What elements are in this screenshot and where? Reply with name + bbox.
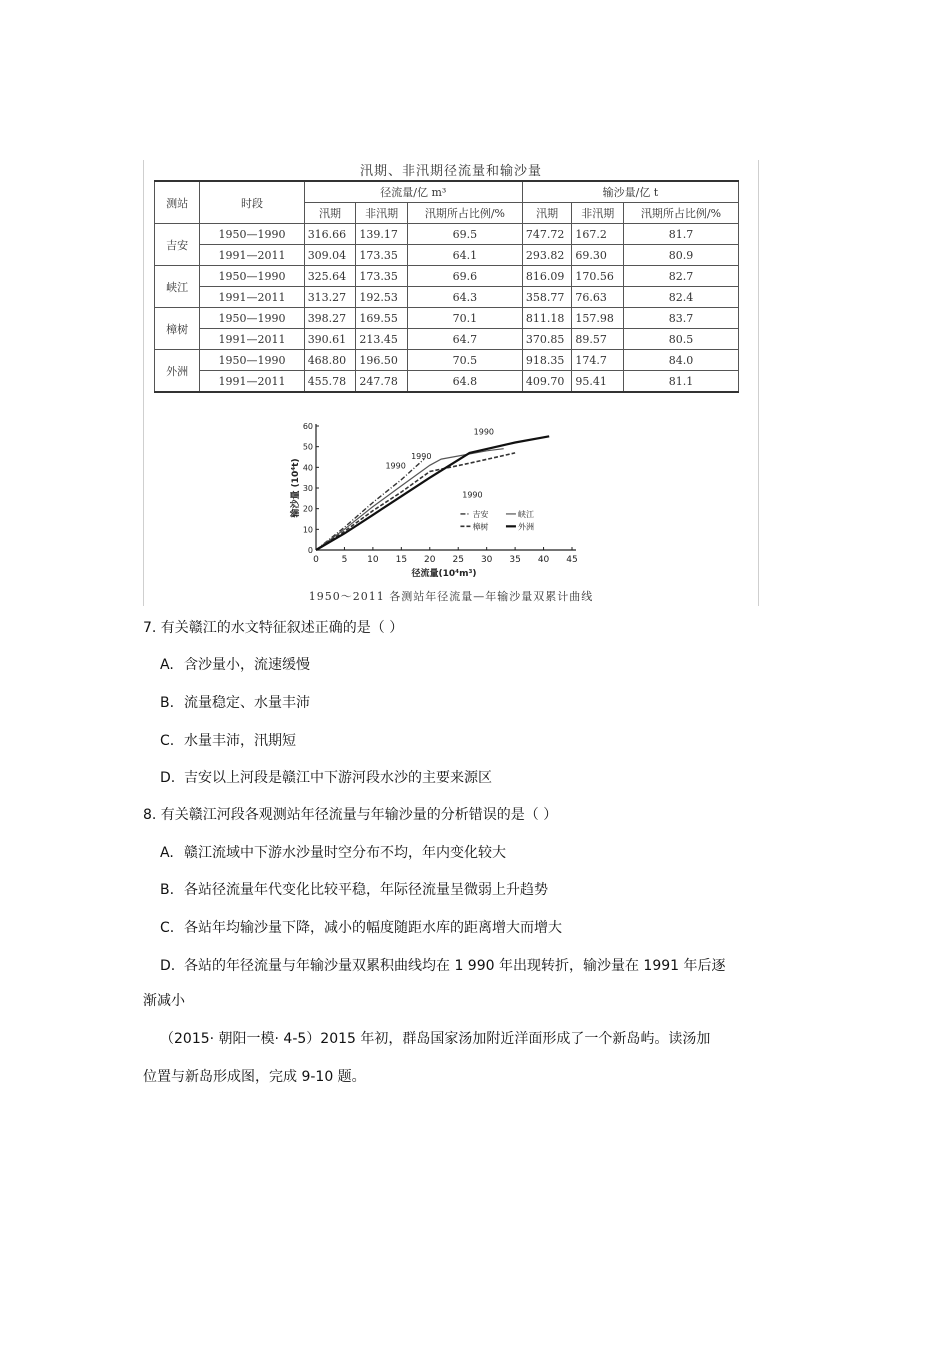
period-cell: 1950—1990	[200, 350, 304, 371]
option-letter: A.	[160, 657, 174, 673]
figure-panel	[143, 160, 759, 606]
y-tick-label: 40	[302, 463, 313, 473]
value-cell: 95.41	[572, 371, 624, 393]
q8-option-b[interactable]	[160, 879, 548, 899]
value-cell: 70.1	[407, 308, 522, 329]
value-cell: 174.7	[572, 350, 624, 371]
value-cell: 747.72	[522, 224, 572, 245]
x-tick-label: 5	[341, 555, 348, 565]
header-period: 时段	[200, 181, 304, 224]
station-name-cell: 峡江	[155, 266, 200, 308]
value-cell: 169.55	[356, 308, 408, 329]
value-cell: 409.70	[522, 371, 572, 393]
q8-option-d-continuation: 渐减小	[143, 993, 185, 1009]
value-cell: 139.17	[356, 224, 408, 245]
x-tick-label: 0	[313, 555, 319, 565]
double-cumulative-chart	[291, 412, 584, 582]
value-cell: 313.27	[304, 287, 356, 308]
value-cell: 390.61	[304, 329, 356, 350]
annotation-label: 1990	[411, 452, 432, 462]
value-cell: 213.45	[356, 329, 408, 350]
runoff-sediment-table	[154, 180, 739, 393]
value-cell: 316.66	[304, 224, 356, 245]
value-cell: 84.0	[624, 350, 739, 371]
value-cell: 358.77	[522, 287, 572, 308]
value-cell: 64.8	[407, 371, 522, 393]
q7-option-d[interactable]	[160, 767, 492, 787]
option-text: 各站径流量年代变化比较平稳，年际径流量呈微弱上升趋势	[184, 882, 548, 898]
x-tick-label: 35	[509, 555, 521, 565]
station-name-cell: 樟树	[155, 308, 200, 350]
table-row	[155, 308, 739, 329]
value-cell: 816.09	[522, 266, 572, 287]
value-cell: 89.57	[572, 329, 624, 350]
value-cell: 173.35	[356, 245, 408, 266]
table-row	[155, 224, 739, 245]
station-name-cell: 吉安	[155, 224, 200, 266]
y-tick-label: 50	[302, 442, 313, 452]
option-text: 流量稳定、水量丰沛	[184, 695, 310, 711]
option-text: 各站年均输沙量下降，减小的幅度随距水库的距离增大而增大	[184, 920, 562, 936]
y-tick-label: 0	[307, 546, 313, 555]
y-tick-label: 30	[302, 484, 313, 493]
annotation-label: 1990	[473, 427, 495, 437]
subheader-cell: 非汛期	[572, 203, 624, 224]
value-cell: 81.1	[624, 371, 739, 393]
subheader-cell: 汛期所占比例/%	[407, 203, 522, 224]
q7-option-a[interactable]	[160, 654, 310, 674]
q8-option-a[interactable]	[160, 842, 506, 862]
option-letter: C.	[160, 920, 175, 936]
y-tick-label: 10	[302, 525, 313, 535]
header-station: 测站	[155, 181, 200, 224]
table-row	[155, 245, 739, 266]
x-tick-label: 40	[537, 555, 550, 565]
value-cell: 293.82	[522, 245, 572, 266]
value-cell: 157.98	[572, 308, 624, 329]
option-text: 赣江流域中下游水沙量时空分布不均，年内变化较大	[184, 845, 506, 861]
station-name-cell: 外洲	[155, 350, 200, 393]
x-tick-label: 20	[424, 555, 436, 565]
value-cell: 69.6	[407, 266, 522, 287]
q8-option-c[interactable]	[160, 917, 562, 937]
subheader-cell: 汛期	[304, 203, 356, 224]
period-cell: 1950—1990	[200, 308, 304, 329]
value-cell: 83.7	[624, 308, 739, 329]
value-cell: 196.50	[356, 350, 408, 371]
x-tick-label: 15	[395, 555, 408, 565]
x-axis-title: 径流量(10⁴m³)	[411, 569, 477, 579]
table-row	[155, 371, 739, 393]
x-tick-label: 25	[452, 555, 464, 565]
legend-label: 外洲	[517, 522, 534, 532]
intro-line-1: （2015· 朝阳一模· 4-5）2015 年初，群岛国家汤加附近洋面形成了一个新岛屿。读汤加	[160, 1031, 711, 1047]
q7-option-c[interactable]	[160, 730, 296, 750]
x-tick-label: 10	[367, 555, 379, 565]
period-cell: 1950—1990	[200, 266, 304, 287]
value-cell: 69.5	[407, 224, 522, 245]
option-text: 吉安以上河段是赣江中下游河段水沙的主要来源区	[184, 770, 492, 786]
period-cell: 1991—2011	[200, 245, 304, 266]
value-cell: 82.7	[624, 266, 739, 287]
value-cell: 82.4	[624, 287, 739, 308]
value-cell: 64.3	[407, 287, 522, 308]
question-8-stem: 8. 有关赣江河段各观测站年径流量与年输沙量的分析错误的是（ ）	[143, 807, 558, 823]
header-runoff: 径流量/亿 m³	[304, 181, 522, 203]
value-cell: 76.63	[572, 287, 624, 308]
question-7-stem: 7. 有关赣江的水文特征叙述正确的是（ ）	[143, 620, 404, 636]
table-row	[155, 287, 739, 308]
x-tick-label: 45	[566, 555, 578, 565]
value-cell: 80.9	[624, 245, 739, 266]
value-cell: 918.35	[522, 350, 572, 371]
option-letter: B.	[160, 882, 175, 898]
period-cell: 1991—2011	[200, 329, 304, 350]
period-cell: 1991—2011	[200, 371, 304, 393]
value-cell: 173.35	[356, 266, 408, 287]
y-tick-label: 20	[302, 504, 313, 514]
period-cell: 1950—1990	[200, 224, 304, 245]
q7-option-b[interactable]	[160, 692, 310, 712]
chart-caption: 1950～2011 各测站年径流量—年输沙量双累计曲线	[308, 590, 594, 603]
x-tick-label: 30	[480, 555, 493, 565]
chart-area	[291, 412, 584, 586]
table-body	[155, 224, 739, 393]
value-cell: 69.30	[572, 245, 624, 266]
option-text: 各站的年径流量与年输沙量双累积曲线均在 1 990 年出现转折，输沙量在 1991 年后逐	[184, 958, 726, 974]
value-cell: 370.85	[522, 329, 572, 350]
value-cell: 811.18	[522, 308, 572, 329]
table-row	[155, 329, 739, 350]
annotation-label: 1990	[385, 461, 406, 471]
y-axis-title: 输沙量 (10⁴t)	[291, 458, 301, 518]
value-cell: 192.53	[356, 287, 408, 308]
subheader-cell: 汛期所占比例/%	[624, 203, 739, 224]
value-cell: 70.5	[407, 350, 522, 371]
period-cell: 1991—2011	[200, 287, 304, 308]
value-cell: 455.78	[304, 371, 356, 393]
y-tick-label: 60	[302, 422, 313, 431]
option-letter: D.	[160, 770, 176, 786]
legend-label: 峡江	[517, 509, 534, 519]
option-letter: D.	[160, 958, 176, 974]
value-cell: 309.04	[304, 245, 356, 266]
option-letter: C.	[160, 733, 175, 749]
intro-line-2: 位置与新岛形成图，完成 9-10 题。	[143, 1069, 366, 1085]
series-line-樟树	[316, 453, 515, 550]
legend-label: 樟树	[472, 522, 489, 532]
value-cell: 468.80	[304, 350, 356, 371]
header-sediment: 输沙量/亿 t	[522, 181, 738, 203]
option-letter: B.	[160, 695, 175, 711]
value-cell: 81.7	[624, 224, 739, 245]
table-title: 汛期、非汛期径流量和输沙量	[359, 164, 542, 179]
value-cell: 64.1	[407, 245, 522, 266]
table-row	[155, 350, 739, 371]
table-header-row	[155, 181, 739, 203]
value-cell: 64.7	[407, 329, 522, 350]
option-text: 含沙量小，流速缓慢	[184, 657, 310, 673]
option-text: 水量丰沛，汛期短	[184, 733, 296, 749]
subheader-cell: 非汛期	[356, 203, 408, 224]
value-cell: 170.56	[572, 266, 624, 287]
value-cell: 80.5	[624, 329, 739, 350]
value-cell: 398.27	[304, 308, 356, 329]
q8-option-d[interactable]	[160, 955, 726, 975]
annotation-label: 1990	[462, 490, 483, 500]
option-letter: A.	[160, 845, 174, 861]
legend-label: 吉安	[472, 509, 489, 519]
table-row	[155, 266, 739, 287]
value-cell: 325.64	[304, 266, 356, 287]
subheader-cell: 汛期	[522, 203, 572, 224]
value-cell: 247.78	[356, 371, 408, 393]
value-cell: 167.2	[572, 224, 624, 245]
series-line-吉安	[316, 459, 424, 550]
